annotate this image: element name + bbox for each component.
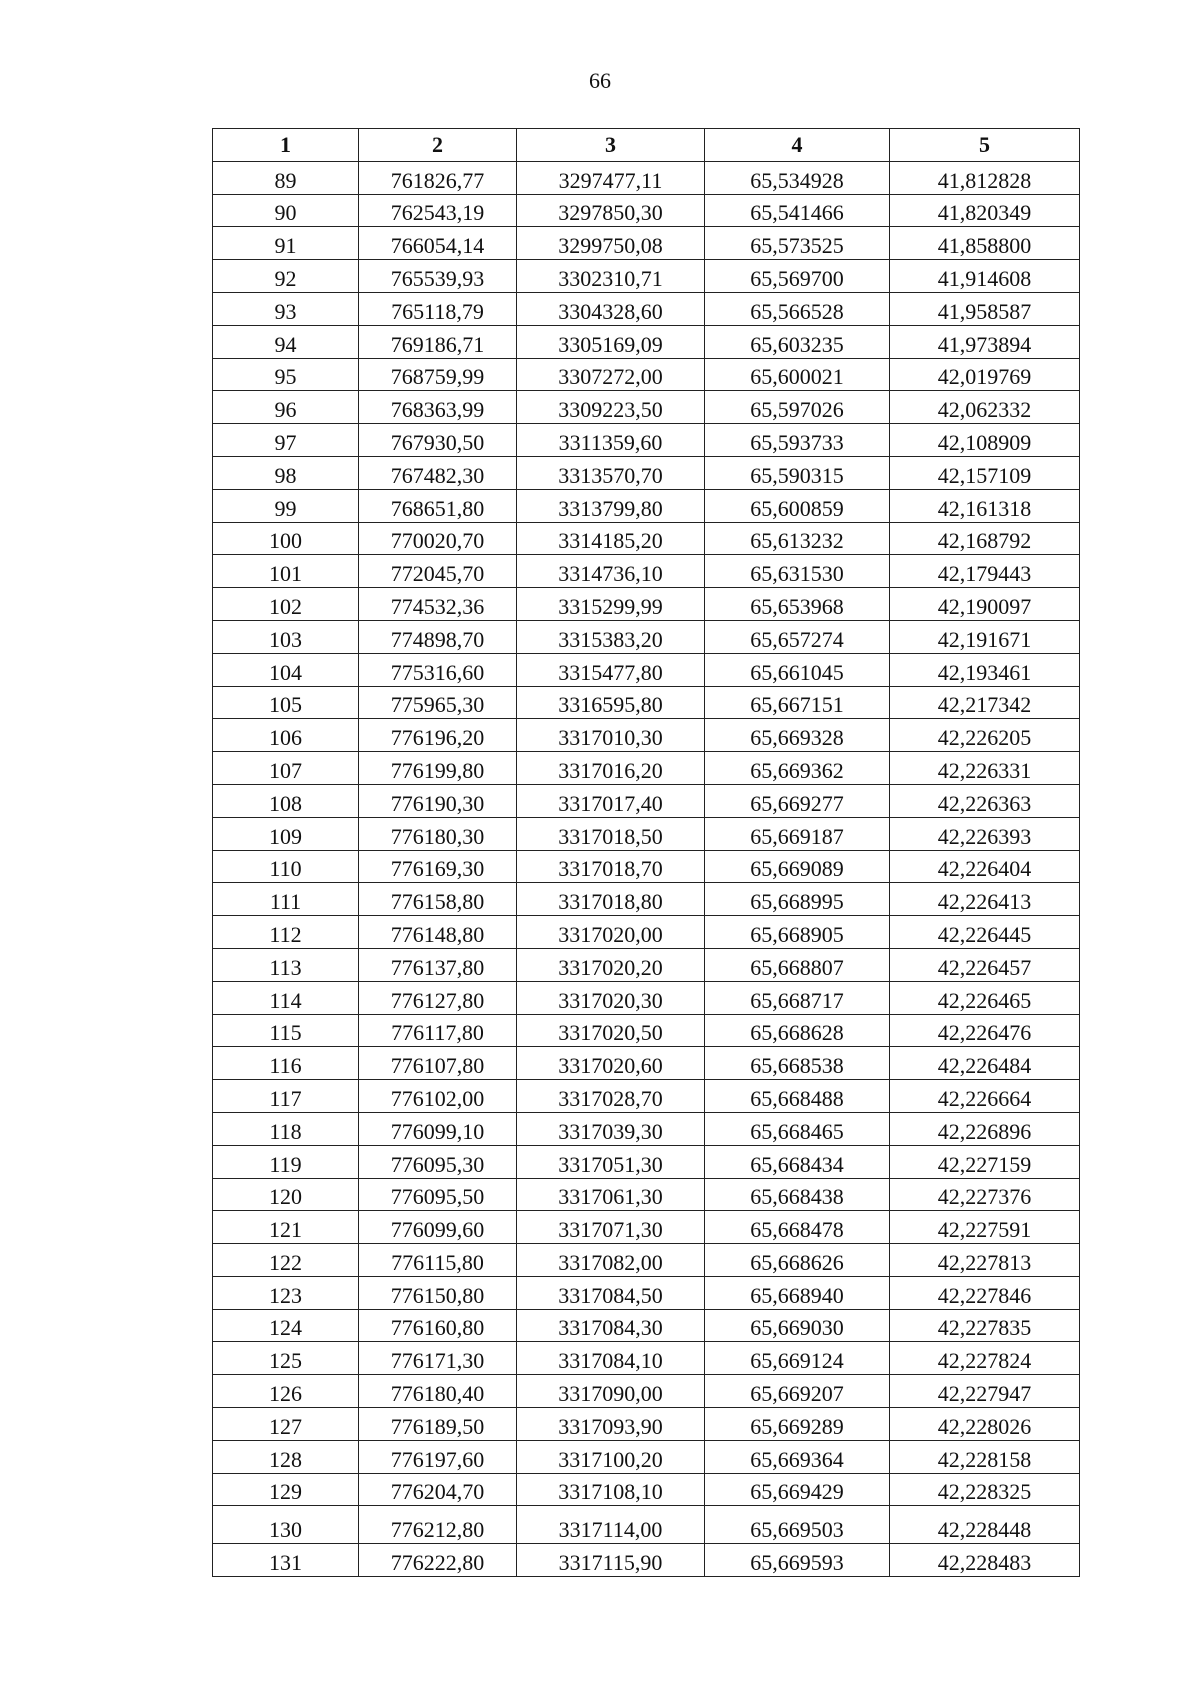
table-cell-col-4: 65,668434	[705, 1145, 890, 1178]
table-cell-col-2: 774532,36	[359, 588, 517, 621]
table-cell-col-3: 3317093,90	[517, 1408, 705, 1441]
table-cell-col-2: 776196,20	[359, 719, 517, 752]
table-cell-col-5: 42,226664	[890, 1080, 1080, 1113]
table-cell-col-4: 65,573525	[705, 227, 890, 260]
table-cell-col-3: 3317084,50	[517, 1276, 705, 1309]
table-row	[213, 260, 1080, 293]
table-cell-col-4: 65,668538	[705, 1047, 890, 1080]
table-cell-col-5: 42,227824	[890, 1342, 1080, 1375]
table-cell-col-2: 774898,70	[359, 620, 517, 653]
table-cell-col-1: 115	[213, 1014, 359, 1047]
table-cell-col-3: 3317018,70	[517, 850, 705, 883]
table-cell-col-1: 123	[213, 1276, 359, 1309]
table-cell-col-5: 41,812828	[890, 161, 1080, 194]
table-cell-col-2: 776099,60	[359, 1211, 517, 1244]
table-row	[213, 817, 1080, 850]
table-cell-col-2: 776222,80	[359, 1544, 517, 1577]
table-cell-col-3: 3317090,00	[517, 1375, 705, 1408]
table-row	[213, 1440, 1080, 1473]
table-cell-col-5: 42,227846	[890, 1276, 1080, 1309]
table-cell-col-1: 110	[213, 850, 359, 883]
table-cell-col-1: 122	[213, 1244, 359, 1277]
table-cell-col-5: 42,226476	[890, 1014, 1080, 1047]
table-cell-col-2: 766054,14	[359, 227, 517, 260]
table-cell-col-2: 761826,77	[359, 161, 517, 194]
table-cell-col-5: 42,190097	[890, 588, 1080, 621]
table-cell-col-2: 776117,80	[359, 1014, 517, 1047]
table-row	[213, 161, 1080, 194]
table-cell-col-1: 89	[213, 161, 359, 194]
table-cell-col-2: 776171,30	[359, 1342, 517, 1375]
table-cell-col-1: 98	[213, 456, 359, 489]
table-row	[213, 1047, 1080, 1080]
table-cell-col-5: 42,226404	[890, 850, 1080, 883]
table-cell-col-1: 100	[213, 522, 359, 555]
table-row	[213, 1342, 1080, 1375]
table-cell-col-5: 41,820349	[890, 194, 1080, 227]
table-cell-col-1: 126	[213, 1375, 359, 1408]
table-cell-col-2: 776102,00	[359, 1080, 517, 1113]
table-cell-col-4: 65,669277	[705, 784, 890, 817]
table-row	[213, 981, 1080, 1014]
table-cell-col-1: 91	[213, 227, 359, 260]
table-row	[213, 325, 1080, 358]
table-cell-col-4: 65,600859	[705, 489, 890, 522]
table-cell-col-1: 112	[213, 916, 359, 949]
table-cell-col-4: 65,566528	[705, 292, 890, 325]
table-cell-col-2: 776095,50	[359, 1178, 517, 1211]
table-cell-col-1: 90	[213, 194, 359, 227]
table-cell-col-2: 770020,70	[359, 522, 517, 555]
table-cell-col-1: 94	[213, 325, 359, 358]
table-cell-col-3: 3297477,11	[517, 161, 705, 194]
table-cell-col-4: 65,669328	[705, 719, 890, 752]
table-cell-col-5: 42,227159	[890, 1145, 1080, 1178]
table-cell-col-3: 3317114,00	[517, 1506, 705, 1544]
header-row	[213, 129, 1080, 162]
table-cell-col-5: 42,168792	[890, 522, 1080, 555]
table-cell-col-4: 65,669207	[705, 1375, 890, 1408]
table-cell-col-3: 3297850,30	[517, 194, 705, 227]
table-row	[213, 1080, 1080, 1113]
table-cell-col-4: 65,590315	[705, 456, 890, 489]
table-cell-col-2: 776169,30	[359, 850, 517, 883]
table-cell-col-1: 106	[213, 719, 359, 752]
table-row	[213, 784, 1080, 817]
table-cell-col-1: 93	[213, 292, 359, 325]
table-cell-col-5: 42,226896	[890, 1112, 1080, 1145]
table-cell-col-4: 65,661045	[705, 653, 890, 686]
table-cell-col-1: 116	[213, 1047, 359, 1080]
table-cell-col-2: 776212,80	[359, 1506, 517, 1544]
table-row	[213, 948, 1080, 981]
table-row	[213, 653, 1080, 686]
table-cell-col-5: 42,226331	[890, 752, 1080, 785]
table-row	[213, 1244, 1080, 1277]
table-cell-col-3: 3315477,80	[517, 653, 705, 686]
table-cell-col-3: 3315383,20	[517, 620, 705, 653]
table-cell-col-5: 41,858800	[890, 227, 1080, 260]
table-cell-col-5: 42,228158	[890, 1440, 1080, 1473]
table-row	[213, 1112, 1080, 1145]
table-cell-col-4: 65,668807	[705, 948, 890, 981]
table-cell-col-1: 129	[213, 1473, 359, 1506]
table-cell-col-1: 131	[213, 1544, 359, 1577]
table-cell-col-1: 107	[213, 752, 359, 785]
table-cell-col-2: 776150,80	[359, 1276, 517, 1309]
table-cell-col-5: 42,179443	[890, 555, 1080, 588]
table-cell-col-1: 124	[213, 1309, 359, 1342]
table-cell-col-3: 3317010,30	[517, 719, 705, 752]
table-row	[213, 686, 1080, 719]
table-cell-col-3: 3317039,30	[517, 1112, 705, 1145]
table-cell-col-3: 3317084,30	[517, 1309, 705, 1342]
column-header-1: 1	[213, 129, 359, 162]
table-row	[213, 1375, 1080, 1408]
table-cell-col-3: 3317018,50	[517, 817, 705, 850]
table-cell-col-1: 111	[213, 883, 359, 916]
table-cell-col-1: 96	[213, 391, 359, 424]
table-cell-col-4: 65,653968	[705, 588, 890, 621]
table-row	[213, 391, 1080, 424]
table-cell-col-1: 97	[213, 424, 359, 457]
table-cell-col-4: 65,667151	[705, 686, 890, 719]
table-row	[213, 1408, 1080, 1441]
column-header-2: 2	[359, 129, 517, 162]
column-header-4: 4	[705, 129, 890, 162]
table-cell-col-5: 42,226445	[890, 916, 1080, 949]
table-cell-col-4: 65,631530	[705, 555, 890, 588]
table-cell-col-1: 99	[213, 489, 359, 522]
table-row	[213, 1211, 1080, 1244]
table-cell-col-5: 42,157109	[890, 456, 1080, 489]
table-cell-col-4: 65,593733	[705, 424, 890, 457]
table-cell-col-5: 42,228483	[890, 1544, 1080, 1577]
table-cell-col-5: 42,227947	[890, 1375, 1080, 1408]
table-row	[213, 850, 1080, 883]
table-cell-col-5: 42,226363	[890, 784, 1080, 817]
table-cell-col-3: 3304328,60	[517, 292, 705, 325]
table-row	[213, 489, 1080, 522]
table-cell-col-4: 65,668438	[705, 1178, 890, 1211]
table-cell-col-4: 65,669089	[705, 850, 890, 883]
table-cell-col-3: 3317020,50	[517, 1014, 705, 1047]
table-cell-col-3: 3317020,60	[517, 1047, 705, 1080]
table-header	[213, 129, 1080, 162]
table-cell-col-2: 769186,71	[359, 325, 517, 358]
table-cell-col-2: 768759,99	[359, 358, 517, 391]
table-cell-col-2: 776099,10	[359, 1112, 517, 1145]
table-cell-col-2: 767930,50	[359, 424, 517, 457]
table-cell-col-5: 42,191671	[890, 620, 1080, 653]
table-cell-col-5: 42,226484	[890, 1047, 1080, 1080]
table-cell-col-4: 65,597026	[705, 391, 890, 424]
table-cell-col-3: 3313799,80	[517, 489, 705, 522]
table-cell-col-3: 3314736,10	[517, 555, 705, 588]
table-cell-col-5: 42,227813	[890, 1244, 1080, 1277]
table-row	[213, 1145, 1080, 1178]
table-row	[213, 719, 1080, 752]
table-cell-col-3: 3317020,00	[517, 916, 705, 949]
table-cell-col-4: 65,668626	[705, 1244, 890, 1277]
table-cell-col-2: 776107,80	[359, 1047, 517, 1080]
table-cell-col-4: 65,668995	[705, 883, 890, 916]
table-row	[213, 1014, 1080, 1047]
table-cell-col-1: 102	[213, 588, 359, 621]
table-cell-col-3: 3316595,80	[517, 686, 705, 719]
table-cell-col-1: 103	[213, 620, 359, 653]
table-cell-col-4: 65,668717	[705, 981, 890, 1014]
table-cell-col-5: 42,161318	[890, 489, 1080, 522]
table-cell-col-5: 42,193461	[890, 653, 1080, 686]
table-cell-col-4: 65,668478	[705, 1211, 890, 1244]
table-row	[213, 588, 1080, 621]
table-row	[213, 424, 1080, 457]
table-cell-col-4: 65,534928	[705, 161, 890, 194]
table-cell-col-1: 105	[213, 686, 359, 719]
table-cell-col-3: 3317108,10	[517, 1473, 705, 1506]
table-cell-col-3: 3317028,70	[517, 1080, 705, 1113]
table-body	[213, 161, 1080, 1576]
table-cell-col-2: 767482,30	[359, 456, 517, 489]
table-cell-col-3: 3305169,09	[517, 325, 705, 358]
table-cell-col-4: 65,669429	[705, 1473, 890, 1506]
table-row	[213, 456, 1080, 489]
table-cell-col-1: 108	[213, 784, 359, 817]
table-cell-col-2: 768363,99	[359, 391, 517, 424]
table-cell-col-2: 765118,79	[359, 292, 517, 325]
table-cell-col-4: 65,669364	[705, 1440, 890, 1473]
table-cell-col-5: 41,973894	[890, 325, 1080, 358]
table-cell-col-4: 65,541466	[705, 194, 890, 227]
column-header-5: 5	[890, 129, 1080, 162]
table-cell-col-4: 65,669124	[705, 1342, 890, 1375]
table-cell-col-3: 3317084,10	[517, 1342, 705, 1375]
table-row	[213, 883, 1080, 916]
table-cell-col-5: 42,108909	[890, 424, 1080, 457]
table-cell-col-5: 42,227591	[890, 1211, 1080, 1244]
table-cell-col-1: 95	[213, 358, 359, 391]
table-cell-col-3: 3317017,40	[517, 784, 705, 817]
table-cell-col-2: 776199,80	[359, 752, 517, 785]
table-cell-col-5: 42,227835	[890, 1309, 1080, 1342]
table-cell-col-3: 3317020,20	[517, 948, 705, 981]
table-cell-col-4: 65,657274	[705, 620, 890, 653]
table-cell-col-2: 776189,50	[359, 1408, 517, 1441]
table-cell-col-3: 3317020,30	[517, 981, 705, 1014]
table-cell-col-5: 42,228026	[890, 1408, 1080, 1441]
table-row	[213, 1544, 1080, 1577]
table-cell-col-1: 119	[213, 1145, 359, 1178]
table-cell-col-5: 42,062332	[890, 391, 1080, 424]
table-cell-col-2: 776137,80	[359, 948, 517, 981]
table-cell-col-5: 42,226393	[890, 817, 1080, 850]
table-cell-col-5: 42,019769	[890, 358, 1080, 391]
table-cell-col-1: 127	[213, 1408, 359, 1441]
table-cell-col-5: 42,227376	[890, 1178, 1080, 1211]
table-cell-col-1: 130	[213, 1506, 359, 1544]
table-cell-col-2: 775965,30	[359, 686, 517, 719]
table-cell-col-3: 3311359,60	[517, 424, 705, 457]
table-cell-col-3: 3313570,70	[517, 456, 705, 489]
table-cell-col-1: 125	[213, 1342, 359, 1375]
table-cell-col-4: 65,669289	[705, 1408, 890, 1441]
table-cell-col-4: 65,669503	[705, 1506, 890, 1544]
table-cell-col-4: 65,600021	[705, 358, 890, 391]
table-row	[213, 555, 1080, 588]
table-cell-col-5: 42,228325	[890, 1473, 1080, 1506]
table-cell-col-3: 3317016,20	[517, 752, 705, 785]
table-cell-col-4: 65,613232	[705, 522, 890, 555]
table-cell-col-1: 92	[213, 260, 359, 293]
table-cell-col-2: 776095,30	[359, 1145, 517, 1178]
table-cell-col-2: 775316,60	[359, 653, 517, 686]
coordinates-table	[212, 128, 1080, 1577]
table-cell-col-1: 121	[213, 1211, 359, 1244]
table-cell-col-5: 42,217342	[890, 686, 1080, 719]
table-cell-col-3: 3302310,71	[517, 260, 705, 293]
table-cell-col-4: 65,668628	[705, 1014, 890, 1047]
table-cell-col-4: 65,668465	[705, 1112, 890, 1145]
table-row	[213, 358, 1080, 391]
table-row	[213, 194, 1080, 227]
table-cell-col-4: 65,569700	[705, 260, 890, 293]
table-cell-col-2: 776160,80	[359, 1309, 517, 1342]
table-row	[213, 620, 1080, 653]
table-cell-col-3: 3299750,08	[517, 227, 705, 260]
table-row	[213, 916, 1080, 949]
table-cell-col-1: 114	[213, 981, 359, 1014]
table-cell-col-5: 42,228448	[890, 1506, 1080, 1544]
table-cell-col-3: 3317051,30	[517, 1145, 705, 1178]
table-cell-col-1: 109	[213, 817, 359, 850]
table-row	[213, 292, 1080, 325]
table-row	[213, 1309, 1080, 1342]
table-cell-col-2: 776190,30	[359, 784, 517, 817]
table-cell-col-2: 776180,30	[359, 817, 517, 850]
table-cell-col-5: 42,226205	[890, 719, 1080, 752]
table-cell-col-2: 776148,80	[359, 916, 517, 949]
table-cell-col-2: 776127,80	[359, 981, 517, 1014]
table-cell-col-3: 3317115,90	[517, 1544, 705, 1577]
table-row	[213, 1276, 1080, 1309]
table-cell-col-4: 65,668488	[705, 1080, 890, 1113]
table-cell-col-3: 3309223,50	[517, 391, 705, 424]
table-cell-col-5: 41,958587	[890, 292, 1080, 325]
table-cell-col-4: 65,668940	[705, 1276, 890, 1309]
table-cell-col-5: 42,226457	[890, 948, 1080, 981]
table-cell-col-4: 65,603235	[705, 325, 890, 358]
table-cell-col-2: 768651,80	[359, 489, 517, 522]
table-cell-col-4: 65,669187	[705, 817, 890, 850]
table-row	[213, 1178, 1080, 1211]
table-cell-col-1: 117	[213, 1080, 359, 1113]
table-cell-col-3: 3317071,30	[517, 1211, 705, 1244]
column-header-3: 3	[517, 129, 705, 162]
table-cell-col-5: 42,226465	[890, 981, 1080, 1014]
table-cell-col-2: 776197,60	[359, 1440, 517, 1473]
table-cell-col-4: 65,669030	[705, 1309, 890, 1342]
table-cell-col-1: 113	[213, 948, 359, 981]
table-cell-col-5: 41,914608	[890, 260, 1080, 293]
table-cell-col-4: 65,669593	[705, 1544, 890, 1577]
table-row	[213, 1506, 1080, 1544]
table-cell-col-2: 762543,19	[359, 194, 517, 227]
table-cell-col-1: 128	[213, 1440, 359, 1473]
table-cell-col-3: 3317082,00	[517, 1244, 705, 1277]
page-number: 66	[589, 68, 611, 93]
table-cell-col-3: 3317018,80	[517, 883, 705, 916]
table-cell-col-2: 765539,93	[359, 260, 517, 293]
table-cell-col-4: 65,668905	[705, 916, 890, 949]
table-row	[213, 522, 1080, 555]
table-row	[213, 1473, 1080, 1506]
table-cell-col-3: 3314185,20	[517, 522, 705, 555]
table-cell-col-1: 118	[213, 1112, 359, 1145]
table-cell-col-2: 776204,70	[359, 1473, 517, 1506]
table-cell-col-2: 776180,40	[359, 1375, 517, 1408]
table-cell-col-3: 3307272,00	[517, 358, 705, 391]
table-cell-col-2: 772045,70	[359, 555, 517, 588]
table-cell-col-1: 101	[213, 555, 359, 588]
table-cell-col-3: 3317061,30	[517, 1178, 705, 1211]
table-cell-col-3: 3317100,20	[517, 1440, 705, 1473]
table-cell-col-2: 776115,80	[359, 1244, 517, 1277]
table-row	[213, 752, 1080, 785]
table-row	[213, 227, 1080, 260]
table-cell-col-3: 3315299,99	[517, 588, 705, 621]
table-cell-col-2: 776158,80	[359, 883, 517, 916]
table-cell-col-1: 104	[213, 653, 359, 686]
table-cell-col-5: 42,226413	[890, 883, 1080, 916]
table-cell-col-1: 120	[213, 1178, 359, 1211]
table-cell-col-4: 65,669362	[705, 752, 890, 785]
